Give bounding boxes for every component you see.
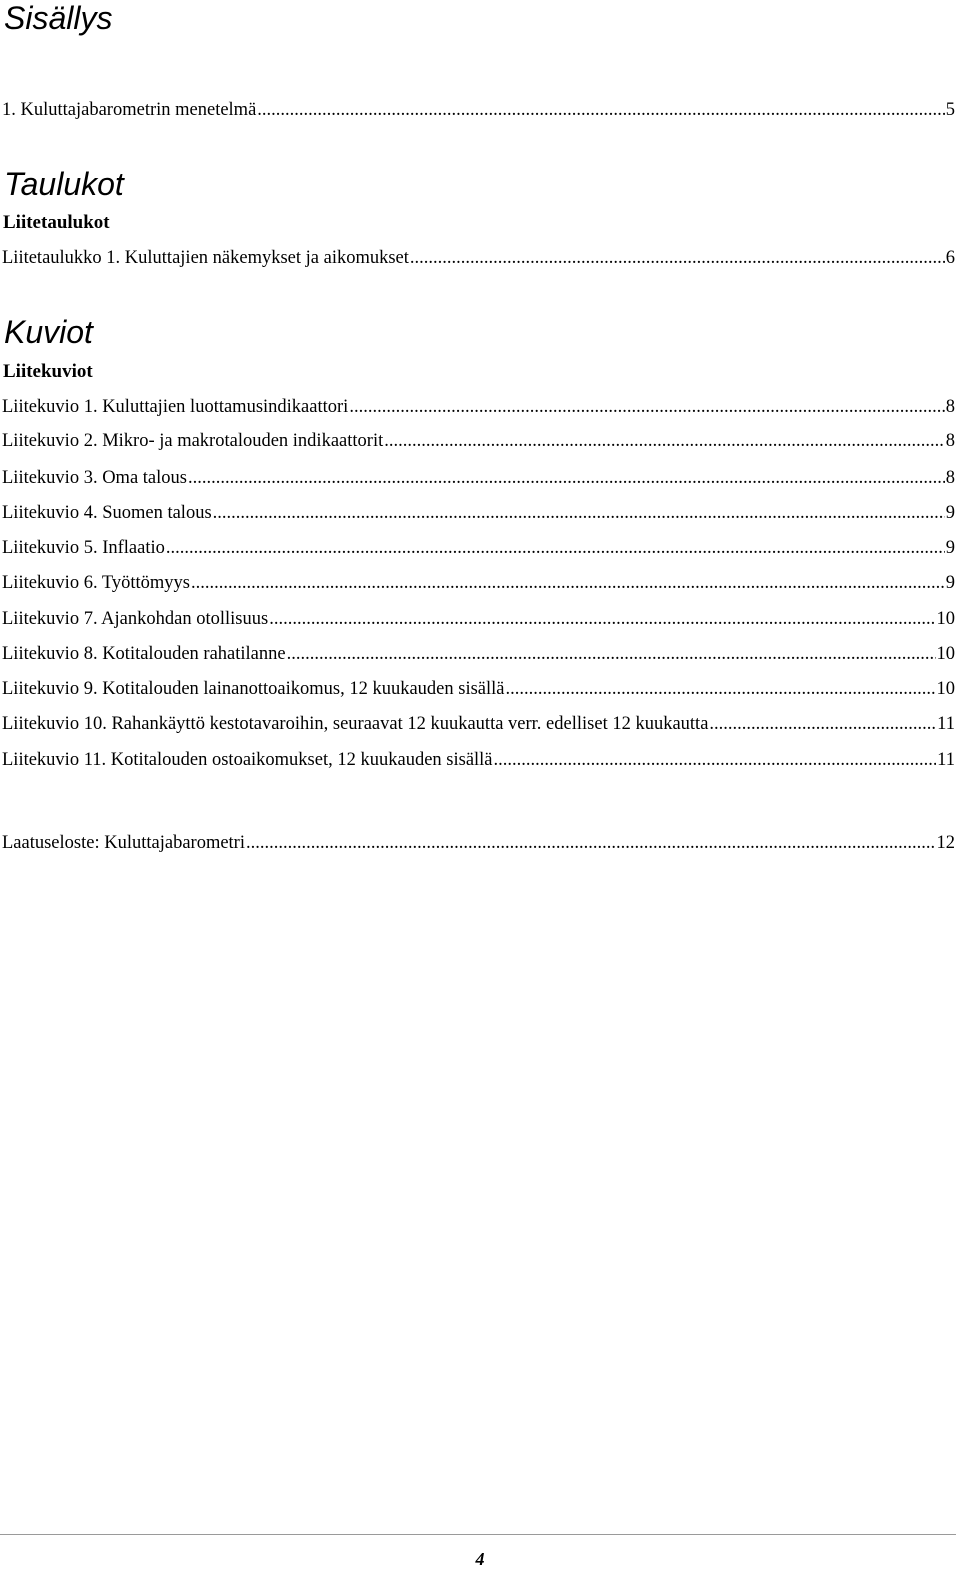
toc-entry-page: 12: [936, 833, 955, 853]
section-heading-tables: Taulukot: [4, 166, 124, 202]
toc-entry-liitekuvio-6[interactable]: [2, 571, 955, 595]
page-number: 4: [475, 1549, 485, 1569]
toc-entry-menetelma[interactable]: [2, 98, 955, 122]
toc-leader-dots: [246, 831, 936, 855]
toc-entry-text: Liitekuvio 5. Inflaatio: [2, 538, 165, 558]
toc-entry-liitetaulukko-1[interactable]: [2, 246, 955, 270]
toc-entry-page: 11: [937, 750, 955, 770]
toc-entry-liitekuvio-4[interactable]: [2, 501, 955, 525]
footer-divider: [0, 1534, 956, 1535]
toc-entry-page: 9: [945, 503, 955, 523]
toc-leader-dots: [287, 642, 936, 666]
toc-entry-liitekuvio-11[interactable]: [2, 748, 955, 772]
toc-entry-page: 8: [945, 431, 955, 451]
toc-entry-laatuseloste[interactable]: [2, 831, 955, 855]
toc-leader-dots: [709, 712, 936, 736]
toc-entry-page: 8: [945, 397, 955, 417]
toc-entry-text: Liitekuvio 7. Ajankohdan otollisuus: [2, 609, 269, 629]
toc-entry-page: 11: [937, 714, 955, 734]
toc-entry-text: Liitekuvio 8. Kotitalouden rahatilanne: [2, 644, 286, 664]
toc-entry-page: 8: [945, 468, 955, 488]
toc-leader-dots: [257, 98, 944, 122]
toc-entry-text: Liitekuvio 6. Työttömyys: [2, 573, 190, 593]
toc-entry-text: Liitekuvio 10. Rahankäyttö kestotavaroihin, seuraavat 12 kuukautta verr. edelliset 12 kuukautta: [2, 714, 709, 734]
toc-entry-liitekuvio-10[interactable]: [2, 712, 955, 736]
section-heading-figures: Kuviot: [4, 314, 93, 350]
toc-entry-text: Liitekuvio 1. Kuluttajien luottamusindikaattori: [2, 397, 349, 417]
toc-entry-text: Liitekuvio 11. Kotitalouden ostoaikomukset, 12 kuukauden sisällä: [2, 750, 493, 770]
toc-leader-dots: [506, 677, 936, 701]
toc-entry-text: Liitekuvio 2. Mikro- ja makrotalouden indikaattorit: [2, 431, 384, 451]
toc-leader-dots: [384, 429, 945, 453]
toc-entry-liitekuvio-1[interactable]: [2, 395, 955, 419]
subsection-heading-appendix-tables: Liitetaulukot: [3, 212, 110, 233]
toc-entry-liitekuvio-3[interactable]: [2, 466, 955, 490]
toc-leader-dots: [191, 571, 945, 595]
toc-entry-page: 6: [945, 248, 955, 268]
toc-entry-liitekuvio-9[interactable]: [2, 677, 955, 701]
toc-entry-liitekuvio-8[interactable]: [2, 642, 955, 666]
toc-leader-dots: [410, 246, 945, 270]
toc-entry-page: 9: [945, 538, 955, 558]
toc-entry-text: Liitekuvio 3. Oma talous: [2, 468, 187, 488]
page-title: Sisällys: [4, 0, 113, 36]
toc-leader-dots: [188, 466, 945, 490]
toc-leader-dots: [166, 536, 945, 560]
toc-entry-page: 5: [945, 100, 955, 120]
toc-entry-text: Liitetaulukko 1. Kuluttajien näkemykset ja aikomukset: [2, 248, 409, 268]
toc-entry-page: 10: [936, 679, 955, 699]
subsection-heading-appendix-figures: Liitekuviot: [3, 361, 93, 382]
toc-entry-page: 10: [936, 644, 955, 664]
toc-leader-dots: [269, 607, 935, 631]
toc-entry-liitekuvio-2[interactable]: [2, 429, 955, 453]
toc-leader-dots: [213, 501, 945, 525]
toc-entry-liitekuvio-7[interactable]: [2, 607, 955, 631]
toc-entry-text: Laatuseloste: Kuluttajabarometri: [2, 833, 245, 853]
toc-entry-liitekuvio-5[interactable]: [2, 536, 955, 560]
toc-entry-page: 9: [945, 573, 955, 593]
toc-leader-dots: [349, 395, 944, 419]
toc-entry-text: Liitekuvio 9. Kotitalouden lainanottoaikomus, 12 kuukauden sisällä: [2, 679, 505, 699]
toc-entry-text: Liitekuvio 4. Suomen talous: [2, 503, 212, 523]
toc-entry-page: 10: [936, 609, 955, 629]
toc-leader-dots: [494, 748, 937, 772]
toc-entry-text: 1. Kuluttajabarometrin menetelmä: [2, 100, 257, 120]
